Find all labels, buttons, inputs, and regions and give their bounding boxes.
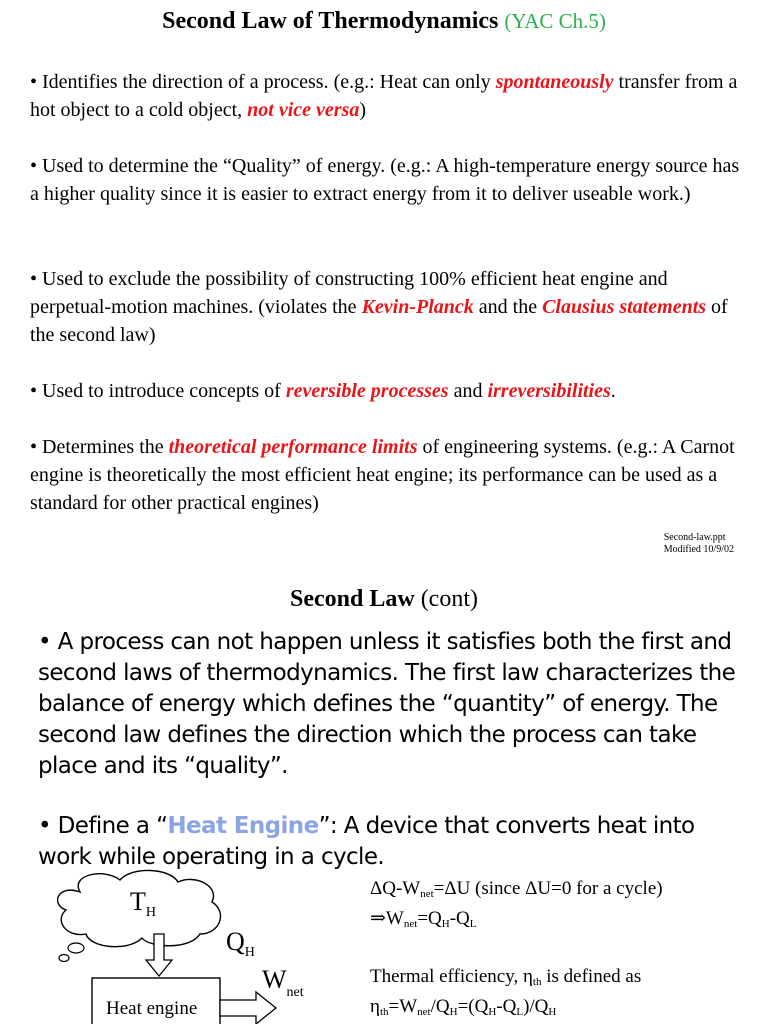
emphasis-text: spontaneously — [495, 71, 614, 93]
work-out-label: $W_{net}$ — [262, 965, 304, 1000]
file-note — [664, 532, 734, 556]
slide2-title — [0, 586, 768, 613]
slide1-title-text: Second Law of Thermodynamics — [162, 8, 499, 34]
modified-date: Modified 10/9/02 — [663, 544, 734, 555]
efficiency-definition-text: Thermal efficiency, $\eta_{th}$ is defined as — [370, 966, 642, 988]
equation-thermal-efficiency: $\eta_{th}=W_{net}/Q_H=(Q_H-Q_L)/Q_H$ — [370, 996, 557, 1018]
emphasis-text: reversible processes — [285, 380, 449, 402]
bullet-text: ) — [359, 99, 367, 121]
bullet-first-second-law: • A process can not happen unless it satisfies both the first and second laws of thermodynamics. The first law characterizes the balance of energy which defines the “quantity” of energy. The second law defines the direction which the process can take place and its “quality”. — [38, 629, 736, 779]
bullet-text: ”: A device that converts heat into work while operating in a cycle. — [38, 813, 695, 870]
heat-in-label: $Q_H$ — [226, 927, 255, 960]
bullet-direction — [30, 68, 742, 124]
bullet-text: and — [448, 380, 488, 402]
file-name: Second-law.ppt — [663, 532, 726, 543]
bullet-text: • Determines the — [30, 436, 169, 458]
bullet-text: • Identifies the direction of a process. (e.g.: Heat can only — [30, 71, 496, 93]
slide2-title-rest: (cont) — [414, 586, 478, 612]
emphasis-text: Clausius statements — [542, 296, 707, 318]
emphasis-text: theoretical performance limits — [168, 436, 418, 458]
thought-bubble-small — [59, 955, 69, 962]
heat-engine-diagram — [50, 868, 350, 1024]
bullet-text: • Define a “ — [38, 813, 168, 839]
emphasis-text: not vice versa — [247, 99, 360, 121]
bullet-efficiency — [30, 265, 742, 349]
work-out-arrow — [220, 992, 276, 1024]
reservoir-label: $T_H$ — [130, 887, 157, 920]
slide2-title-bold: Second Law — [290, 586, 415, 612]
bullet-text: of the second law) — [30, 296, 728, 346]
slide1-title — [0, 8, 768, 35]
bullet-limits — [30, 433, 742, 517]
engine-label: Heat engine — [106, 998, 198, 1019]
bullet-quality: • Used to determine the “Quality” of energy. (e.g.: A high-temperature energy source has a higher quality since it is easier to extract energy from it to deliver useable work.) — [30, 155, 740, 205]
thought-bubble-large — [68, 943, 84, 953]
slide1-title-reference: (YAC Ch.5) — [504, 9, 606, 33]
equation-energy-balance: $\Delta Q-W_{net}=\Delta U$ (since ΔU=0 for a cycle) — [370, 878, 663, 900]
bullet-text: and the — [473, 296, 543, 318]
equation-net-work: $\Rightarrow W_{net}=Q_H-Q_L$ — [370, 908, 477, 930]
bullet-reversible — [30, 377, 742, 405]
emphasis-text: Kevin-Planck — [361, 296, 474, 318]
bullet-text: of engineering systems. (e.g.: A Carnot engine is theoretically the most efficient heat engine; its performance can be used as a standard for other practical engines) — [30, 436, 735, 514]
bullet-text: . — [610, 380, 616, 402]
bullet-heat-engine — [38, 811, 738, 873]
bullet-text: • Used to introduce concepts of — [30, 380, 286, 402]
bullet-text: transfer from a hot object to a cold object, — [30, 71, 738, 121]
emphasis-text: irreversibilities — [487, 380, 611, 402]
bullet-text: • Used to exclude the possibility of constructing 100% efficient heat engine and perpetual-motion machines. (violates the — [30, 268, 668, 318]
highlight-text: Heat Engine — [167, 813, 319, 839]
